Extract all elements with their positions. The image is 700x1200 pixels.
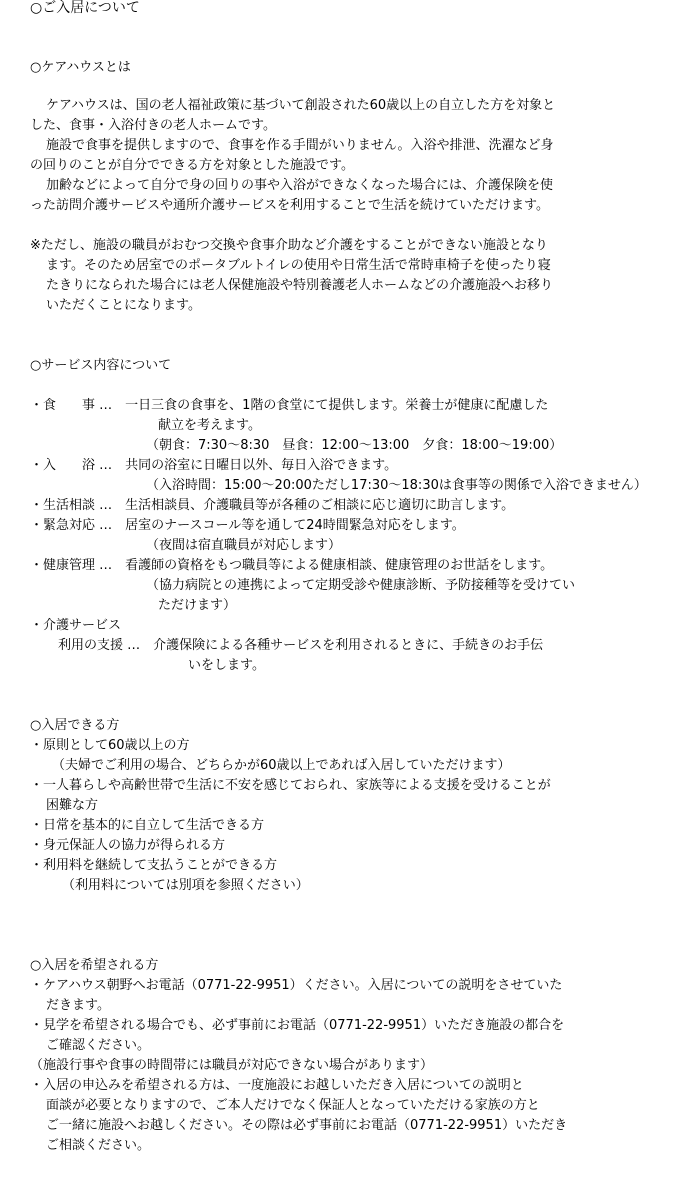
list-item: ・一人暮らしや高齢世帯で生活に不安を感じておられ、家族等による支援を受けることが	[30, 778, 551, 793]
list-item: （入浴時間：15:00〜20:00ただし17:30〜18:30は食事等の関係で入浴できません）	[146, 478, 647, 493]
list-item: 利用の支援 … 介護保険による各種サービスを利用されるときに、手続きのお手伝	[58, 638, 544, 653]
list-item: （協力病院との連携によって定期受診や健康診断、予防接種等を受けてい	[146, 578, 576, 593]
section-heading-application: ○入居を希望される方	[30, 958, 159, 973]
list-item: 困難な方	[46, 798, 99, 813]
page-title: ○ご入居について	[30, 0, 140, 16]
list-item: ご一緒に施設へお越しください。その際は必ず事前にお電話（0771-22-9951）いただき	[46, 1118, 568, 1133]
list-item: （夫婦でご利用の場合、どちらかが60歳以上であれば入居していただけます）	[52, 758, 511, 773]
list-item: ・見学を希望される場合でも、必ず事前にお電話（0771-22-9951）いただき施設の都合を	[30, 1018, 565, 1033]
list-item: ・緊急対応 … 居室のナースコール等を通して24時間緊急対応をします。	[30, 518, 465, 533]
list-item: ・原則として60歳以上の方	[30, 738, 190, 753]
list-item: （利用料については別項を参照ください）	[62, 878, 309, 893]
list-item: ・生活相談 … 生活相談員、介護職員等が各種のご相談に応じ適切に助言します。	[30, 498, 515, 513]
list-item: ご確認ください。	[46, 1038, 151, 1053]
list-item: （朝食：7:30〜8:30 昼食：12:00〜13:00 夕食：18:00〜19:00）	[146, 438, 563, 453]
list-item: ・食 事 … 一日三食の食事を、1階の食堂にて提供します。栄養士が健康に配慮した	[30, 398, 549, 413]
list-item: いをします。	[188, 658, 265, 673]
list-item: ・入居の申込みを希望される方は、一度施設にお越しいただき入居についての説明と	[30, 1078, 524, 1093]
list-item: ・介護サービス	[30, 618, 122, 633]
list-item: 献立を考えます。	[158, 418, 261, 433]
section-heading-carehouse: ○ケアハウスとは	[30, 60, 131, 75]
list-item: ・入 浴 … 共同の浴室に日曜日以外、毎日入浴できます。	[30, 458, 398, 473]
list-item: ・日常を基本的に自立して生活できる方	[30, 818, 265, 833]
list-item: 面談が必要となりますので、ご本人だけでなく保証人となっていただける家族の方と	[46, 1098, 540, 1113]
list-item: ご相談ください。	[46, 1138, 151, 1153]
list-item: （施設行事や食事の時間帯には職員が対応できない場合があります）	[30, 1058, 434, 1073]
section-heading-services: ○サービス内容について	[30, 358, 172, 373]
section-heading-eligibility: ○入居できる方	[30, 718, 120, 733]
list-item: ・身元保証人の協力が得られる方	[30, 838, 226, 853]
list-item: ・利用料を継続して支払うことができる方	[30, 858, 278, 873]
list-item: だきます。	[46, 998, 110, 1013]
list-item: ・健康管理 … 看護師の資格をもつ職員等による健康相談、健康管理のお世話をします。	[30, 558, 554, 573]
list-item: （夜間は宿直職員が対応します）	[146, 538, 342, 553]
list-item: ・ケアハウス朝野へお電話（0771-22-9951）ください。入居についての説明をさせていた	[30, 978, 563, 993]
list-item: ただけます）	[158, 598, 237, 613]
